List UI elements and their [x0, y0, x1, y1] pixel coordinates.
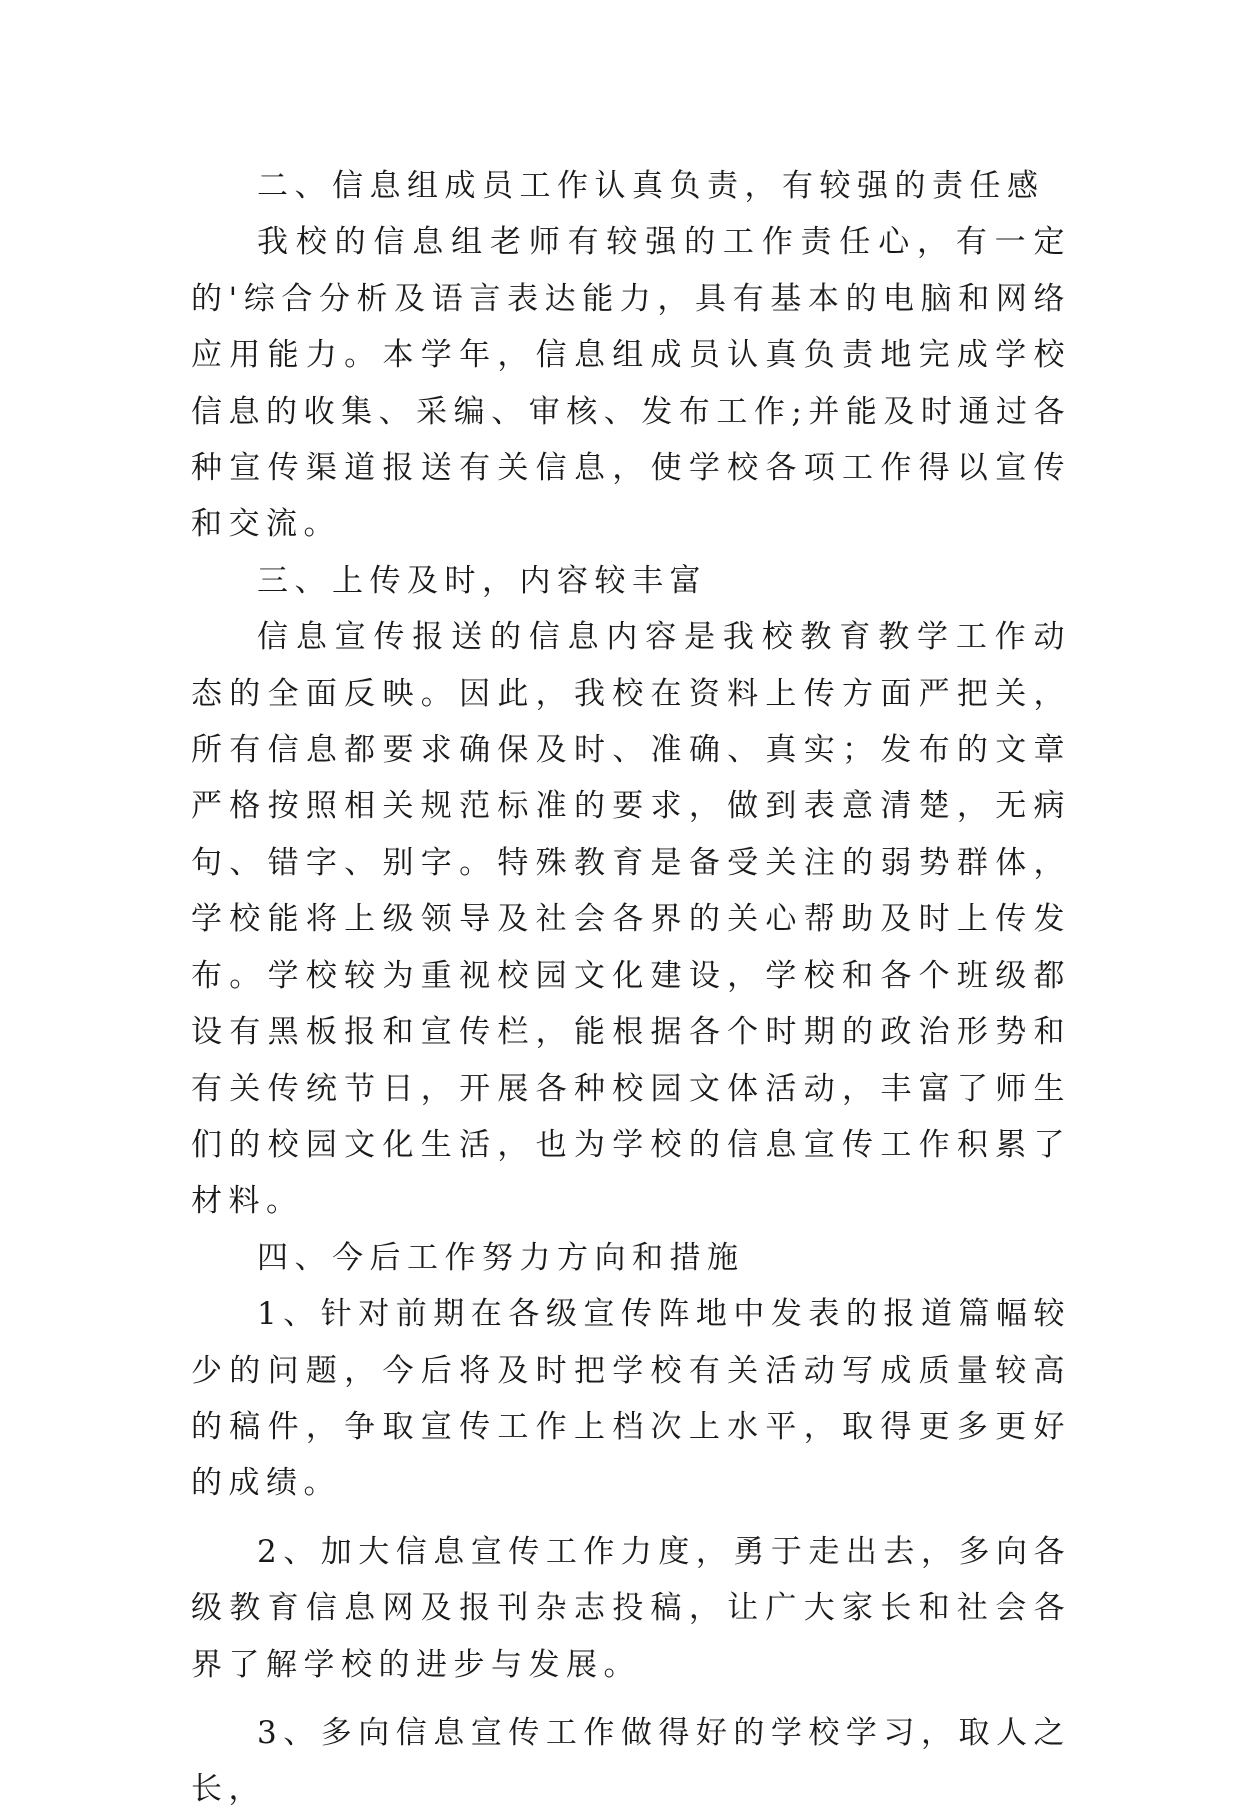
- section-heading-3: 三、上传及时，内容较丰富: [257, 562, 707, 599]
- paragraph-upload-content: 信息宣传报送的信息内容是我校教育教学工作动态的全面反映。因此，我校在资料上传方面严把关，所有信息都要求确保及时、准确、真实；发布的文章严格按照相关规范标准的要求，做到表意清楚，无病句、错字、别字。特殊教育是备受关注的弱势群体，学校能将上级领导及社会各界的关心帮助及时上传发布。学校较为重视校园文化建设，学校和各个班级都设有黑板报和宣传栏，能根据各个时期的政治形势和有关传统节日，开展各种校园文体活动，丰富了师生们的校园文化生活，也为学校的信息宣传工作积累了材料。: [191, 619, 1071, 1220]
- measure-item-1: 1、针对前期在各级宣传阵地中发表的报道篇幅较少的问题，今后将及时把学校有关活动写成质量较高的稿件，争取宣传工作上档次上水平，取得更多更好的成绩。: [191, 1296, 1071, 1502]
- section-heading-2: 二、信息组成员工作认真负责，有较强的责任感: [257, 168, 1045, 204]
- measure-item-2: 2、加大信息宣传工作力度，勇于走出去，多向各级教育信息网及报刊杂志投稿，让广大家长和社会各界了解学校的进步与发展。: [191, 1533, 1071, 1683]
- document-body: [191, 158, 1071, 1818]
- paragraph-info-team-responsibility: 我校的信息组老师有较强的工作责任心，有一定的'综合分析及语言表达能力，具有基本的电脑和网络应用能力。本学年，信息组成员认真负责地完成学校信息的收集、采编、审核、发布工作;并能及时通过各种宣传渠道报送有关信息，使学校各项工作得以宣传和交流。: [191, 224, 1071, 543]
- section-heading-4: 四、今后工作努力方向和措施: [257, 1239, 745, 1276]
- measure-item-3: 3、多向信息宣传工作做得好的学校学习，取人之长，: [191, 1714, 1071, 1808]
